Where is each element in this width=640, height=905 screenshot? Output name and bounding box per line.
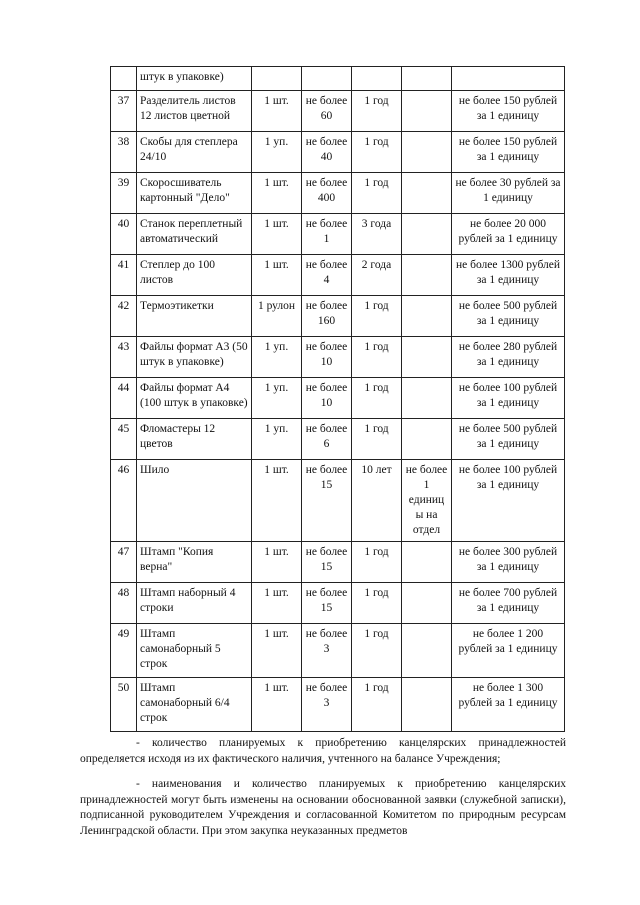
cell-qty: не более 60	[302, 91, 352, 132]
cell-name: Штамп самонаборный 5 строк	[137, 624, 252, 678]
cell-term: 1 год	[352, 624, 402, 678]
cell-name: Файлы формат А3 (50 штук в упаковке)	[137, 337, 252, 378]
table-row	[111, 132, 565, 173]
cell-note	[402, 173, 452, 214]
cell-unit: 1 шт.	[252, 678, 302, 732]
cell-name: Фломастеры 12 цветов	[137, 419, 252, 460]
cell-price: не более 1300 рублей за 1 единицу	[452, 255, 565, 296]
cell-name: Разделитель листов 12 листов цветной	[137, 91, 252, 132]
cell-term: 1 год	[352, 419, 402, 460]
cell-num: 40	[111, 214, 137, 255]
cell-num: 41	[111, 255, 137, 296]
cell-qty: не более 15	[302, 460, 352, 542]
cell-num: 44	[111, 378, 137, 419]
cell-note	[402, 678, 452, 732]
table-row	[111, 337, 565, 378]
cell-qty: не более 10	[302, 378, 352, 419]
cell-term: 10 лет	[352, 460, 402, 542]
table-row	[111, 419, 565, 460]
cell-price: не более 700 рублей за 1 единицу	[452, 583, 565, 624]
cell-price: не более 1 300 рублей за 1 единицу	[452, 678, 565, 732]
cell-unit: 1 уп.	[252, 337, 302, 378]
cell-price: не более 280 рублей за 1 единицу	[452, 337, 565, 378]
cell-unit: 1 уп.	[252, 132, 302, 173]
cell-unit: 1 уп.	[252, 378, 302, 419]
cell-unit	[252, 67, 302, 91]
cell-qty: не более 400	[302, 173, 352, 214]
cell-name: Штамп наборный 4 строки	[137, 583, 252, 624]
cell-num: 48	[111, 583, 137, 624]
cell-num: 49	[111, 624, 137, 678]
cell-price: не более 30 рублей за 1 единицу	[452, 173, 565, 214]
cell-unit: 1 шт.	[252, 173, 302, 214]
cell-name: Шило	[137, 460, 252, 542]
cell-price: не более 100 рублей за 1 единицу	[452, 378, 565, 419]
table-row-continuation	[111, 67, 565, 91]
cell-price: не более 500 рублей за 1 единицу	[452, 419, 565, 460]
cell-name: Скоросшиватель картонный "Дело"	[137, 173, 252, 214]
cell-name: Штамп самонаборный 6/4 строк	[137, 678, 252, 732]
cell-note	[402, 214, 452, 255]
cell-num: 38	[111, 132, 137, 173]
cell-unit: 1 шт.	[252, 214, 302, 255]
cell-term: 1 год	[352, 91, 402, 132]
table-row	[111, 583, 565, 624]
table-row	[111, 173, 565, 214]
paragraph: - количество планируемых к приобретению канцелярских принадлежностей определяется исходя из их фактического наличия, учтенного на балансе Учреждения;	[80, 737, 566, 765]
table-row	[111, 296, 565, 337]
cell-note	[402, 542, 452, 583]
cell-qty: не более 10	[302, 337, 352, 378]
cell-note	[402, 132, 452, 173]
cell-note	[402, 337, 452, 378]
cell-term: 1 год	[352, 132, 402, 173]
cell-term: 1 год	[352, 678, 402, 732]
cell-price: не более 300 рублей за 1 единицу	[452, 542, 565, 583]
cell-name: Файлы формат А4 (100 штук в упаковке)	[137, 378, 252, 419]
cell-name: Термоэтикетки	[137, 296, 252, 337]
cell-num: 47	[111, 542, 137, 583]
cell-note	[402, 624, 452, 678]
cell-qty: не более 15	[302, 542, 352, 583]
cell-price: не более 1 200 рублей за 1 единицу	[452, 624, 565, 678]
cell-qty: не более 1	[302, 214, 352, 255]
cell-num: 37	[111, 91, 137, 132]
cell-term	[352, 67, 402, 91]
cell-term: 1 год	[352, 173, 402, 214]
cell-unit: 1 уп.	[252, 419, 302, 460]
cell-note	[402, 91, 452, 132]
cell-unit: 1 шт.	[252, 583, 302, 624]
cell-note	[402, 296, 452, 337]
cell-unit: 1 шт.	[252, 255, 302, 296]
cell-unit: 1 шт.	[252, 460, 302, 542]
table-row	[111, 624, 565, 678]
cell-qty: не более 6	[302, 419, 352, 460]
paragraph: - наименования и количество планируемых к приобретению канцелярских принадлежностей могут быть изменены на основании обоснованной заявки (служебной записки), подписанной руководителем Учреждения и согласованной Комитетом по природным ресурсам Ленинградской области. При этом закупка неуказанных предметов	[80, 778, 566, 837]
cell-term: 1 год	[352, 378, 402, 419]
cell-note	[402, 378, 452, 419]
cell-note	[402, 255, 452, 296]
cell-num: 39	[111, 173, 137, 214]
cell-unit: 1 шт.	[252, 624, 302, 678]
cell-qty	[302, 67, 352, 91]
cell-unit: 1 шт.	[252, 91, 302, 132]
cell-term: 1 год	[352, 583, 402, 624]
cell-name: штук в упаковке)	[137, 67, 252, 91]
body-text	[80, 736, 566, 849]
cell-unit: 1 шт.	[252, 542, 302, 583]
cell-term: 1 год	[352, 296, 402, 337]
cell-num: 45	[111, 419, 137, 460]
cell-name: Станок переплетный автоматический	[137, 214, 252, 255]
cell-note	[402, 67, 452, 91]
cell-num	[111, 67, 137, 91]
cell-name: Скобы для степлера 24/10	[137, 132, 252, 173]
cell-num: 46	[111, 460, 137, 542]
cell-num: 50	[111, 678, 137, 732]
cell-qty: не более 160	[302, 296, 352, 337]
table-row	[111, 678, 565, 732]
cell-term: 3 года	[352, 214, 402, 255]
table-row	[111, 91, 565, 132]
cell-qty: не более 4	[302, 255, 352, 296]
cell-unit: 1 рулон	[252, 296, 302, 337]
table-row	[111, 460, 565, 542]
cell-qty: не более 3	[302, 678, 352, 732]
table-row	[111, 214, 565, 255]
cell-price: не более 150 рублей за 1 единицу	[452, 132, 565, 173]
table-row	[111, 378, 565, 419]
cell-name: Штамп "Копия верна"	[137, 542, 252, 583]
cell-price: не более 500 рублей за 1 единицу	[452, 296, 565, 337]
cell-term: 2 года	[352, 255, 402, 296]
supplies-table	[110, 66, 565, 732]
cell-price	[452, 67, 565, 91]
cell-qty: не более 3	[302, 624, 352, 678]
table-row	[111, 542, 565, 583]
cell-note	[402, 583, 452, 624]
cell-qty: не более 40	[302, 132, 352, 173]
table-row	[111, 255, 565, 296]
cell-note: не более 1 единицы на отдел	[402, 460, 452, 542]
cell-num: 43	[111, 337, 137, 378]
cell-price: не более 150 рублей за 1 единицу	[452, 91, 565, 132]
cell-name: Степлер до 100 листов	[137, 255, 252, 296]
cell-note	[402, 419, 452, 460]
cell-term: 1 год	[352, 542, 402, 583]
cell-qty: не более 15	[302, 583, 352, 624]
cell-price: не более 100 рублей за 1 единицу	[452, 460, 565, 542]
cell-num: 42	[111, 296, 137, 337]
cell-price: не более 20 000 рублей за 1 единицу	[452, 214, 565, 255]
cell-term: 1 год	[352, 337, 402, 378]
